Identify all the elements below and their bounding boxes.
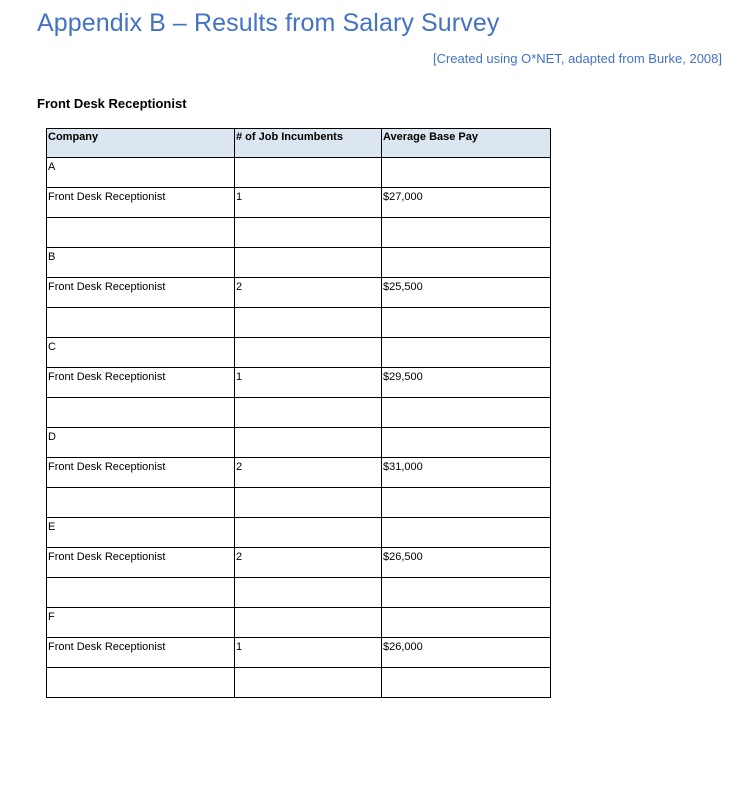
company-name-cell: C bbox=[47, 338, 235, 368]
empty-cell bbox=[235, 158, 382, 188]
empty-cell bbox=[235, 428, 382, 458]
job-title-cell: Front Desk Receptionist bbox=[47, 458, 235, 488]
job-title-cell: Front Desk Receptionist bbox=[47, 278, 235, 308]
job-title-cell: Front Desk Receptionist bbox=[47, 638, 235, 668]
job-title-cell: Front Desk Receptionist bbox=[47, 188, 235, 218]
empty-cell bbox=[235, 578, 382, 608]
empty-cell bbox=[47, 218, 235, 248]
company-row bbox=[47, 428, 551, 458]
job-row bbox=[47, 368, 551, 398]
empty-cell bbox=[47, 308, 235, 338]
page-title: Appendix B – Results from Salary Survey bbox=[37, 9, 500, 37]
spacer-row bbox=[47, 668, 551, 698]
empty-cell bbox=[382, 338, 551, 368]
empty-cell bbox=[235, 338, 382, 368]
empty-cell bbox=[235, 518, 382, 548]
job-title-cell: Front Desk Receptionist bbox=[47, 548, 235, 578]
empty-cell bbox=[47, 578, 235, 608]
average-pay-cell: $29,500 bbox=[382, 368, 551, 398]
empty-cell bbox=[382, 248, 551, 278]
empty-cell bbox=[235, 668, 382, 698]
job-title-cell: Front Desk Receptionist bbox=[47, 368, 235, 398]
source-note: [Created using O*NET, adapted from Burke, 2008] bbox=[432, 51, 722, 66]
company-row bbox=[47, 608, 551, 638]
company-name-cell: D bbox=[47, 428, 235, 458]
incumbents-cell: 1 bbox=[235, 368, 382, 398]
empty-cell bbox=[235, 248, 382, 278]
average-pay-cell: $26,000 bbox=[382, 638, 551, 668]
company-name-cell: F bbox=[47, 608, 235, 638]
empty-cell bbox=[47, 488, 235, 518]
spacer-row bbox=[47, 488, 551, 518]
company-name-cell: A bbox=[47, 158, 235, 188]
empty-cell bbox=[47, 398, 235, 428]
empty-cell bbox=[382, 398, 551, 428]
column-header-average-pay: Average Base Pay bbox=[382, 129, 551, 158]
incumbents-cell: 1 bbox=[235, 188, 382, 218]
empty-cell bbox=[382, 158, 551, 188]
empty-cell bbox=[47, 668, 235, 698]
empty-cell bbox=[235, 608, 382, 638]
spacer-row bbox=[47, 218, 551, 248]
spacer-row bbox=[47, 578, 551, 608]
average-pay-cell: $25,500 bbox=[382, 278, 551, 308]
company-name-cell: E bbox=[47, 518, 235, 548]
spacer-row bbox=[47, 308, 551, 338]
incumbents-cell: 2 bbox=[235, 278, 382, 308]
job-row bbox=[47, 188, 551, 218]
empty-cell bbox=[382, 578, 551, 608]
incumbents-cell: 1 bbox=[235, 638, 382, 668]
empty-cell bbox=[235, 488, 382, 518]
job-row bbox=[47, 458, 551, 488]
company-row bbox=[47, 518, 551, 548]
section-heading: Front Desk Receptionist bbox=[37, 96, 187, 111]
empty-cell bbox=[382, 608, 551, 638]
empty-cell bbox=[382, 428, 551, 458]
average-pay-cell: $31,000 bbox=[382, 458, 551, 488]
incumbents-cell: 2 bbox=[235, 548, 382, 578]
salary-survey-table bbox=[46, 128, 551, 698]
empty-cell bbox=[382, 488, 551, 518]
empty-cell bbox=[235, 308, 382, 338]
job-row bbox=[47, 638, 551, 668]
job-row bbox=[47, 278, 551, 308]
spacer-row bbox=[47, 398, 551, 428]
empty-cell bbox=[382, 668, 551, 698]
empty-cell bbox=[235, 218, 382, 248]
average-pay-cell: $26,500 bbox=[382, 548, 551, 578]
column-header-incumbents: # of Job Incumbents bbox=[235, 129, 382, 158]
company-row bbox=[47, 158, 551, 188]
company-row bbox=[47, 338, 551, 368]
column-header-company: Company bbox=[47, 129, 235, 158]
company-row bbox=[47, 248, 551, 278]
job-row bbox=[47, 548, 551, 578]
empty-cell bbox=[382, 308, 551, 338]
incumbents-cell: 2 bbox=[235, 458, 382, 488]
empty-cell bbox=[382, 218, 551, 248]
company-name-cell: B bbox=[47, 248, 235, 278]
table-header-row bbox=[47, 129, 551, 158]
empty-cell bbox=[382, 518, 551, 548]
empty-cell bbox=[235, 398, 382, 428]
average-pay-cell: $27,000 bbox=[382, 188, 551, 218]
